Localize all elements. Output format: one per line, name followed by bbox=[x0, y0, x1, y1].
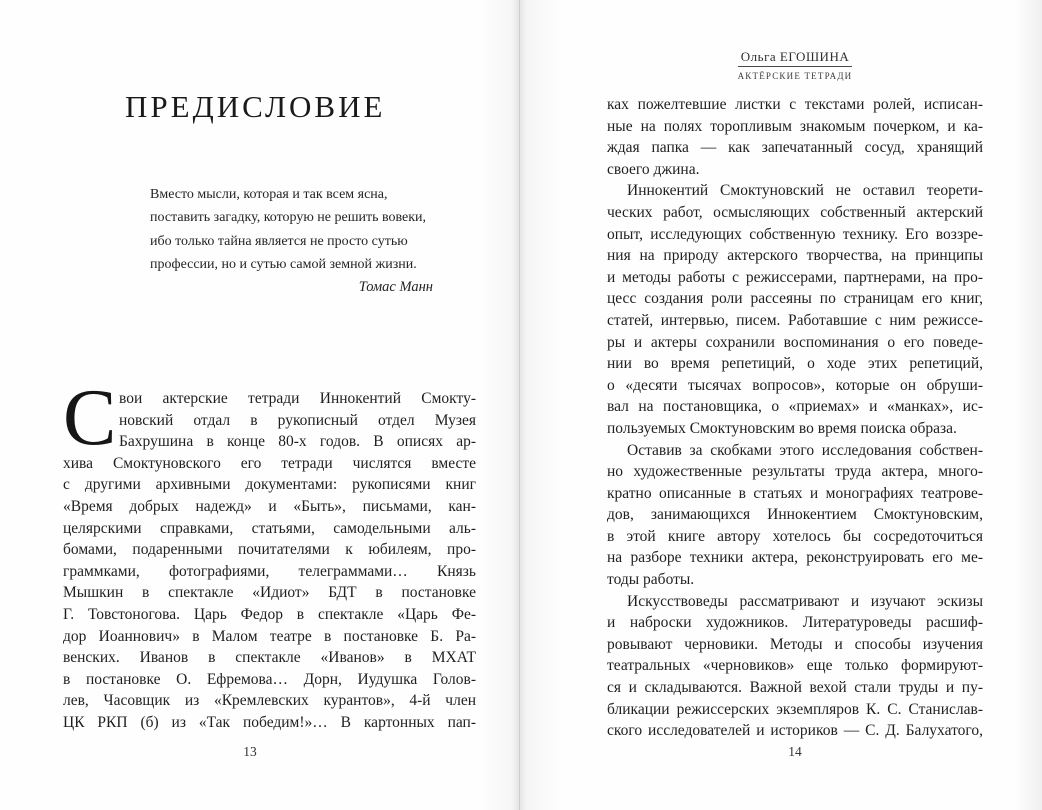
epigraph bbox=[150, 183, 433, 299]
text-line: лев, Часовщик из «Кремлевских курантов», 4-й член bbox=[63, 692, 476, 710]
body-text-right bbox=[607, 94, 983, 742]
epigraph-line: поставить загадку, которую не решить вовеки, bbox=[150, 210, 427, 226]
text-line: тоды работы. bbox=[607, 571, 695, 589]
text-line: Мышкин в спектакле «Идиот» БДТ в постановке bbox=[63, 584, 476, 602]
text-line: своего джина. bbox=[607, 160, 700, 178]
text-line: бомами, подаренными почитателями к юбилеям, про- bbox=[63, 541, 476, 559]
text-line: ского исследователей и историков — С. Д. Балухатого, bbox=[607, 722, 983, 740]
text-line: Оставив за скобками этого исследования собствен- bbox=[627, 441, 983, 459]
text-line: ждая папка — как запечатанный сосуд, хранящий bbox=[607, 139, 983, 157]
text-line: Искусствоведы рассматривают и изучают эскизы bbox=[627, 592, 983, 610]
body-text-left bbox=[63, 374, 476, 734]
running-header bbox=[607, 50, 983, 81]
text-line: с другими архивными документами: рукописями книг bbox=[63, 476, 476, 494]
page-number-left: 13 bbox=[243, 744, 257, 759]
text-line: Г. Товстоногова. Царь Федор в спектакле «Царь Фе- bbox=[63, 605, 476, 623]
text-line: ЦК РКП (б) из «Так победим!»… В картонных пап- bbox=[63, 713, 476, 731]
epigraph-line: Вместо мысли, которая и так всем ясна, bbox=[150, 187, 388, 202]
page-left bbox=[0, 0, 519, 810]
text-line: «Время добрых надежд» и «Быть», письмами, кан- bbox=[63, 497, 476, 515]
epigraph-attribution: Томас Манн bbox=[358, 279, 433, 296]
text-line: на разборе техники актера, реконструировать его ме- bbox=[607, 549, 983, 567]
text-line: целярскими справками, статьями, самодельными аль- bbox=[63, 519, 476, 537]
text-line: опыт, исследующих собственную технику. Его воззре- bbox=[607, 225, 983, 243]
text-line: но художественные результаты труда актера, много- bbox=[607, 463, 983, 481]
text-line: новский отдал в рукописный отдел Музея bbox=[119, 411, 476, 429]
text-line: ния на природу актерского творчества, на принципы bbox=[607, 247, 983, 265]
epigraph-line: профессии, но и сутью самой земной жизни. bbox=[150, 256, 417, 272]
text-line: граммками, фотографиями, телеграммами… Князь bbox=[63, 562, 476, 580]
text-line: статей, интервью, писем. Работавшие с ним режиссе- bbox=[607, 311, 983, 329]
text-line: Бахрушина в конце 80-х годов. В описях ар- bbox=[119, 433, 476, 451]
running-header-author: Ольга ЕГОШИНА bbox=[740, 49, 850, 64]
text-line: в этой книге автору хотелось бы сосредоточиться bbox=[607, 527, 983, 545]
text-line: ся и складываются. Важной вехой стали труды и пу- bbox=[607, 679, 983, 697]
text-line: ные на полях торопливым знакомым почерком, и ка- bbox=[607, 117, 983, 135]
text-line: цесс создания роли рассеяны по страницам его книг, bbox=[607, 290, 983, 308]
text-line: и наброски художников. Литературоведы расшиф- bbox=[607, 614, 983, 632]
text-line: театральных «черновиков» еще только формируют- bbox=[607, 657, 983, 675]
text-line: бликации режиссерских экземпляров К. С. Станислав- bbox=[607, 700, 983, 718]
epigraph-line: ибо только тайна является не просто сутью bbox=[150, 233, 408, 249]
text-line: ческих работ, осмысляющих собственный актерский bbox=[607, 203, 983, 221]
page-right bbox=[520, 0, 1042, 810]
running-header-title: АКТЁРСКИЕ ТЕТРАДИ bbox=[737, 71, 853, 81]
text-line: ровывают черновики. Методы и способы изучения bbox=[607, 635, 983, 653]
running-header-rule bbox=[738, 66, 852, 67]
dropcap-letter: С bbox=[63, 374, 117, 462]
text-line: хива Смоктуновского его тетради числятся вместе bbox=[63, 454, 476, 472]
page-number-right: 14 bbox=[788, 744, 802, 759]
text-line: вои актерские тетради Иннокентий Смокту- bbox=[119, 390, 476, 407]
text-line: о «десяти тысячах вопросов», которые он обруши- bbox=[607, 376, 983, 394]
text-line: дор Иоаннович» в Малом театре в постановке Б. Ра- bbox=[63, 627, 476, 645]
text-line: ках пожелтевшие листки с текстами ролей, исписан- bbox=[607, 96, 983, 113]
text-line: венских. Иванов в спектакле «Иванов» в МХАТ bbox=[63, 649, 476, 667]
text-line: и методы работы с режиссерами, партнерами, на про- bbox=[607, 268, 983, 286]
text-line: нии во время репетиций, о ходе этих репетиций, bbox=[607, 355, 983, 373]
text-line: в постановке О. Ефремова… Дорн, Иудушка Голов- bbox=[63, 670, 476, 688]
text-line: ры и актеры сохранили воспоминания о его поведе- bbox=[607, 333, 983, 351]
text-line: Иннокентий Смоктуновский не оставил теорети- bbox=[627, 182, 983, 200]
text-line: вал на постановщика, о «приемах» и «манках», ис- bbox=[607, 398, 983, 416]
chapter-heading: ПРЕДИСЛОВИЕ bbox=[125, 89, 386, 124]
text-line: кратно описанные в статьях и монографиях театрове- bbox=[607, 484, 983, 502]
text-line: пользуемых Смоктуновским во время поиска образа. bbox=[607, 419, 957, 437]
text-line: дов, занимающихся Иннокентием Смоктуновским, bbox=[607, 506, 983, 524]
